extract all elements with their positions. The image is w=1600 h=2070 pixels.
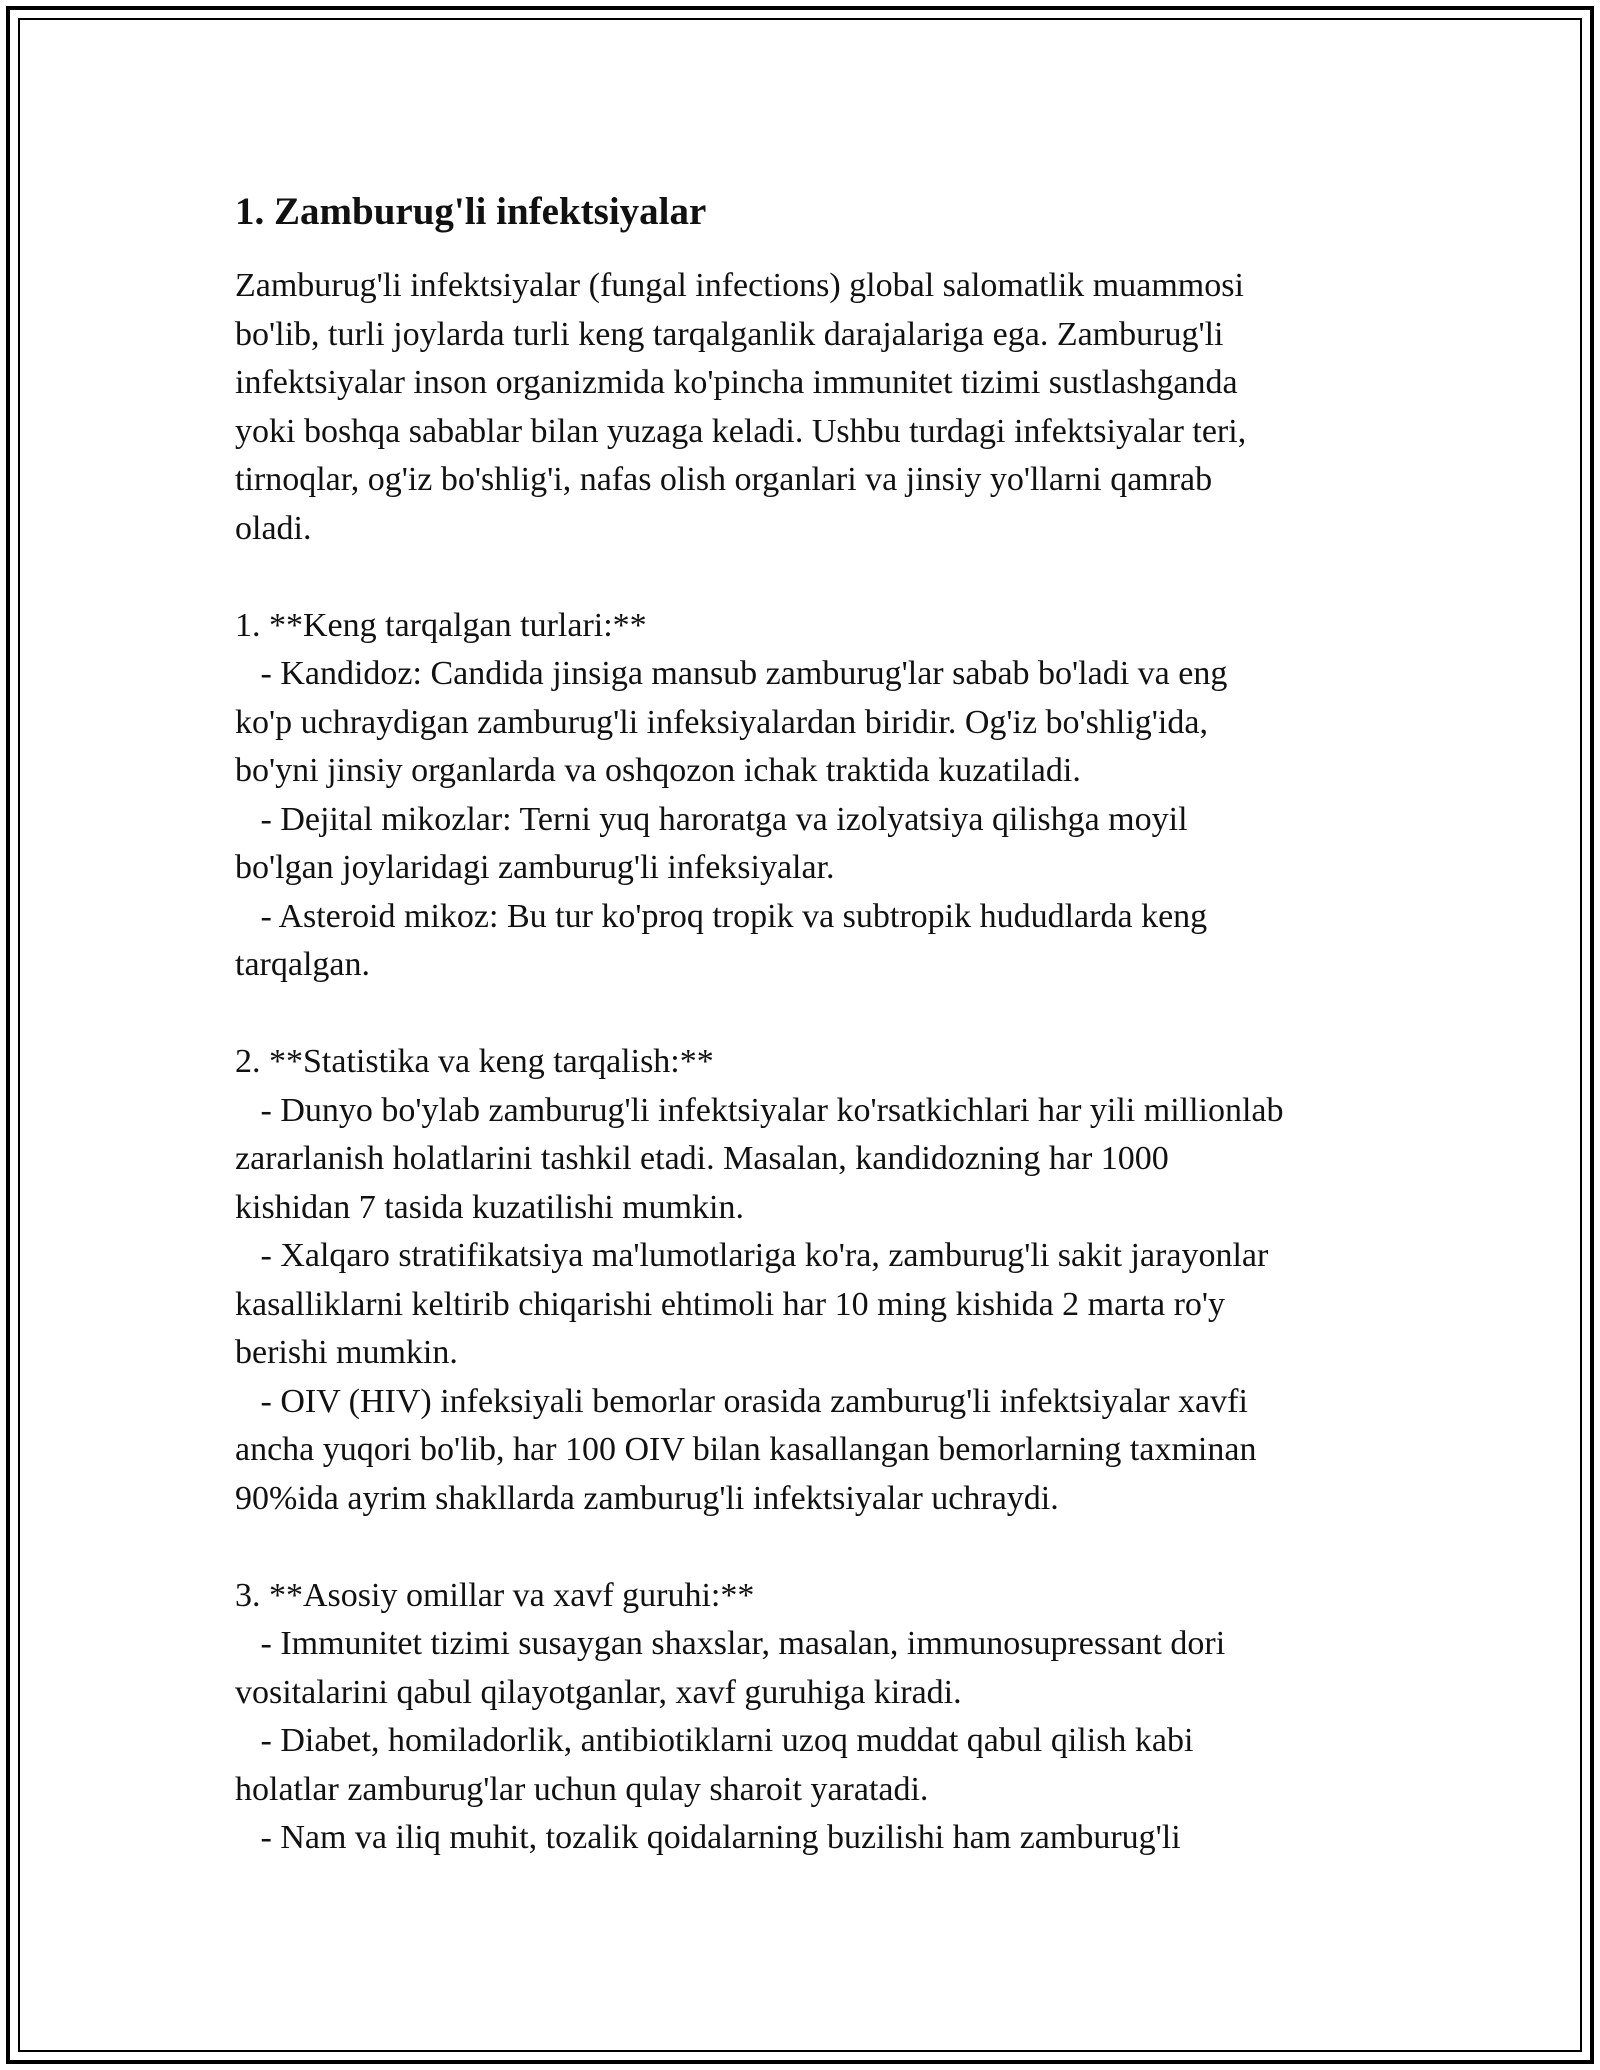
section-line: - OIV (HIV) infeksiyali bemorlar orasida zamburug'li infektsiyalar xavfi [235, 1382, 1248, 1420]
intro-line: tirnoqlar, og'iz bo'shlig'i, nafas olish organlari va jinsiy yo'llarni qamrab [235, 461, 1213, 498]
section-line: - Dunyo bo'ylab zamburug'li infektsiyalar ko'rsatkichlari har yili millionlab [235, 1091, 1284, 1129]
section-line: - Immunitet tizimi susaygan shaxslar, masalan, immunosupressant dori [235, 1625, 1226, 1662]
intro-line: infektsiyalar inson organizmida ko'pincha immunitet tizimi sustlashganda [235, 364, 1238, 401]
section-statistics [235, 1038, 1385, 1523]
section-line: - Nam va iliq muhit, tozalik qoidalarning buzilishi ham zamburug'li [235, 1819, 1181, 1856]
section-line: zararlanish holatlarini tashkil etadi. Masalan, kandidozning har 1000 [235, 1140, 1169, 1177]
section-line: - Xalqaro stratifikatsiya ma'lumotlariga ko'ra, zamburug'li sakit jarayonlar [235, 1237, 1269, 1274]
paragraph-gap [235, 1523, 1385, 1572]
intro-line: oladi. [235, 509, 312, 547]
intro-line: bo'lib, turli joylarda turli keng tarqalganlik darajalariga ega. Zamburug'li [235, 315, 1224, 353]
intro-paragraph [235, 262, 1385, 553]
section-line: bo'lgan joylaridagi zamburug'li infeksiyalar. [235, 849, 835, 886]
section-heading: 2. **Statistika va keng tarqalish:** [235, 1043, 714, 1080]
section-heading: 1. **Keng tarqalgan turlari:** [235, 606, 647, 644]
intro-line: Zamburug'li infektsiyalar (fungal infections) global salomatlik muammosi [235, 267, 1244, 304]
section-line: - Asteroid mikoz: Bu tur ko'proq tropik va subtropik hududlarda keng [235, 897, 1208, 935]
section-line: - Kandidoz: Candida jinsiga mansub zamburug'lar sabab bo'ladi va eng [235, 655, 1228, 692]
section-line: tarqalgan. [235, 946, 370, 983]
section-line: kasalliklarni keltirib chiqarishi ehtimoli har 10 ming kishida 2 marta ro'y [235, 1285, 1226, 1323]
section-line: vositalarini qabul qilayotganlar, xavf guruhiga kiradi. [235, 1673, 962, 1711]
section-line: - Diabet, homiladorlik, antibiotiklarni uzoq muddat qabul qilish kabi [235, 1722, 1194, 1759]
paragraph-gap [235, 553, 1385, 602]
section-line: ancha yuqori bo'lib, har 100 OIV bilan kasallangan bemorlarning taxminan [235, 1431, 1257, 1468]
document-title: 1. Zamburug'li infektsiyalar [235, 190, 707, 233]
section-line: kishidan 7 tasida kuzatilishi mumkin. [235, 1188, 745, 1226]
section-line: berishi mumkin. [235, 1334, 458, 1371]
section-line: holatlar zamburug'lar uchun qulay sharoit yaratadi. [235, 1770, 929, 1808]
section-line: 90%ida ayrim shakllarda zamburug'li infektsiyalar uchraydi. [235, 1479, 1059, 1517]
section-line: bo'yni jinsiy organlarda va oshqozon ichak traktida kuzatiladi. [235, 752, 1081, 789]
document-body [235, 188, 1385, 1863]
section-common-types [235, 602, 1385, 990]
paragraph-gap [235, 990, 1385, 1039]
section-line: - Dejital mikozlar: Terni yuq haroratga va izolyatsiya qilishga moyil [235, 800, 1188, 838]
section-line: ko'p uchraydigan zamburug'li infeksiyalardan biridir. Og'iz bo'shlig'ida, [235, 703, 1208, 741]
section-heading: 3. **Asosiy omillar va xavf guruhi:** [235, 1576, 755, 1614]
section-risk-factors [235, 1572, 1385, 1863]
intro-line: yoki boshqa sabablar bilan yuzaga keladi. Ushbu turdagi infektsiyalar teri, [235, 412, 1247, 450]
